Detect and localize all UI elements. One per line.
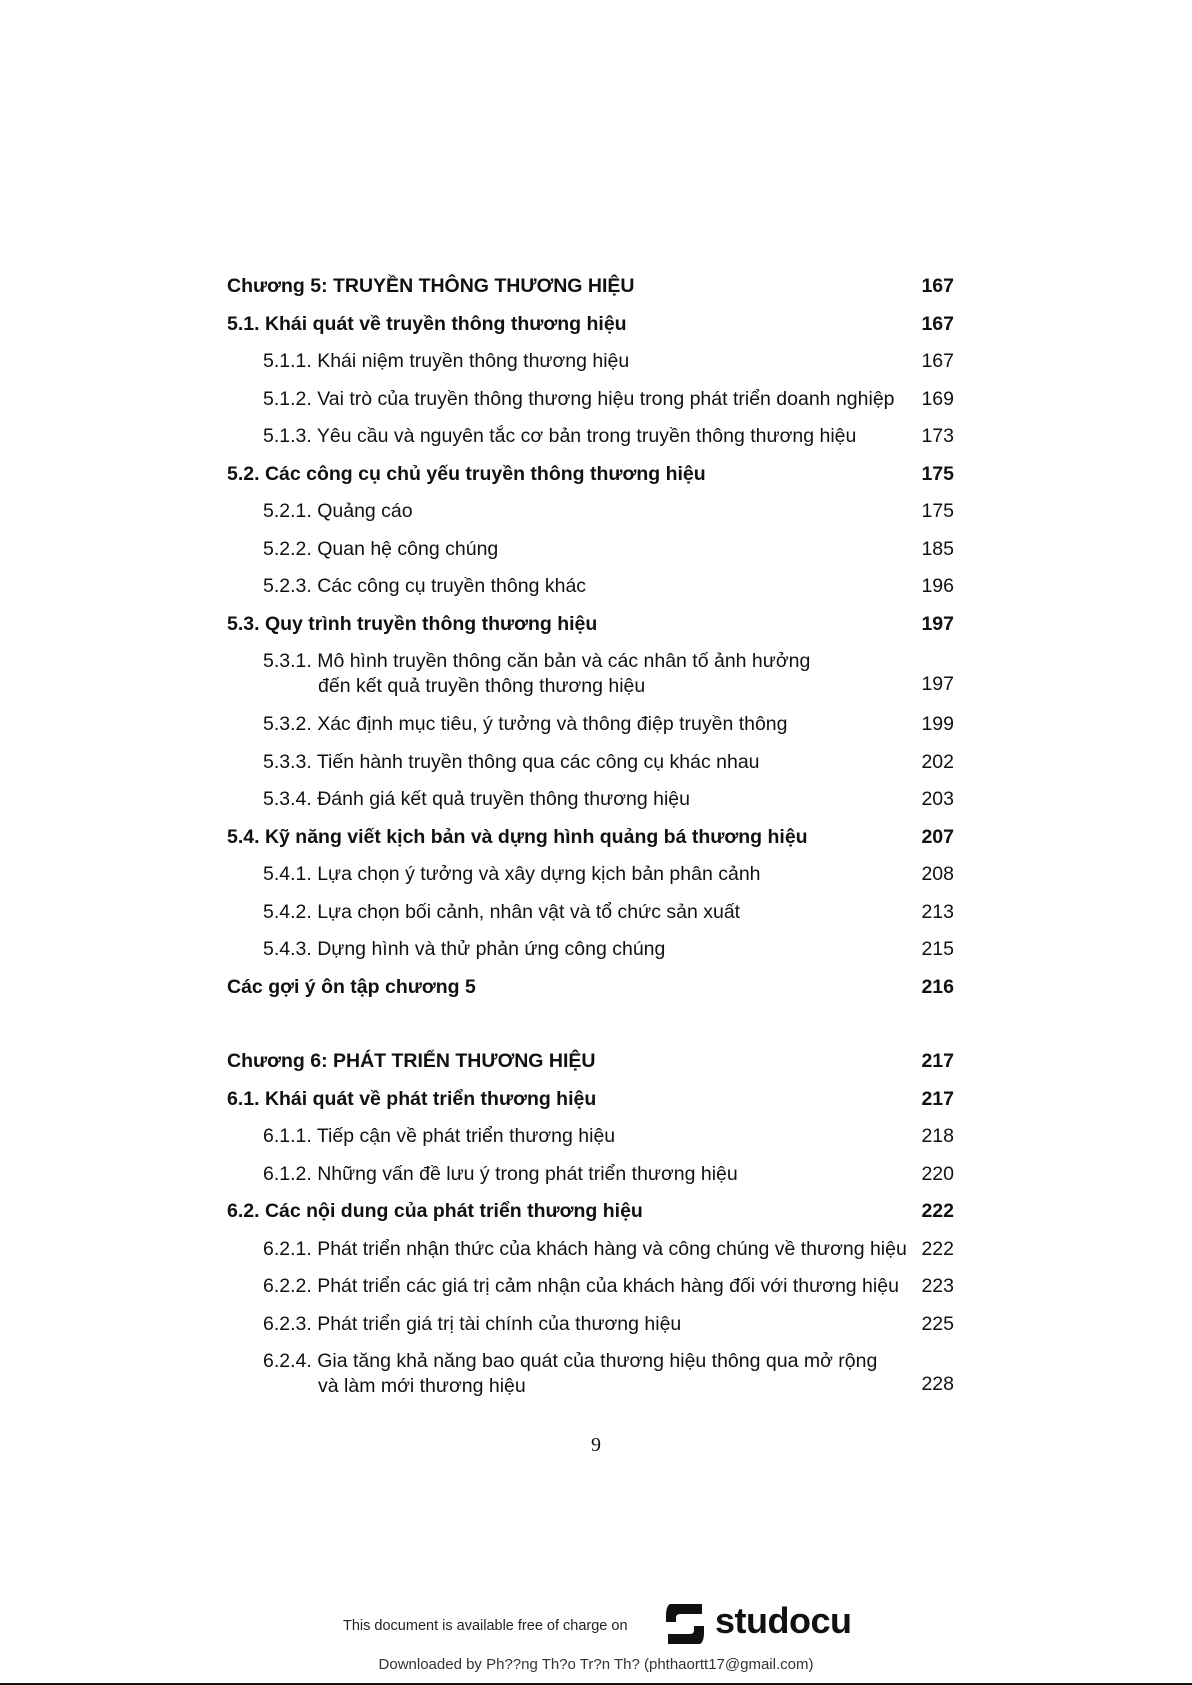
toc-entry-page: 197 xyxy=(921,673,954,695)
toc-entry-title: 5.1.1. Khái niệm truyền thông thương hiệu xyxy=(263,350,630,372)
toc-entry-page: 223 xyxy=(921,1275,954,1297)
table-of-contents xyxy=(227,268,954,1406)
toc-subsection-6-2-3 xyxy=(227,1306,954,1344)
toc-entry-title: Chương 5: TRUYỀN THÔNG THƯƠNG HIỆU xyxy=(227,275,635,297)
toc-entry-page: 203 xyxy=(921,788,954,810)
toc-entry-page: 220 xyxy=(921,1162,954,1185)
studocu-brand: studocu xyxy=(715,1600,852,1641)
toc-subsection-5-4-2 xyxy=(227,894,954,932)
toc-entry-title: 5.1.3. Yêu cầu và nguyên tắc cơ bản trong truyền thông thương hiệu xyxy=(263,425,857,447)
toc-entry-page: 218 xyxy=(921,1125,954,1147)
downloaded-by-text: Downloaded by Ph??ng Th?o Tr?n Th? (phthaortt17@gmail.com) xyxy=(378,1656,814,1673)
toc-entry-page: 196 xyxy=(921,575,954,597)
toc-entry-page: 197 xyxy=(921,612,954,635)
toc-subsection-5-2-2 xyxy=(227,531,954,569)
toc-chapter-5 xyxy=(227,268,954,306)
toc-entry-page: 173 xyxy=(921,425,954,447)
toc-entry-page: 167 xyxy=(921,312,954,335)
toc-entry-title: Các gợi ý ôn tập chương 5 xyxy=(227,975,476,998)
toc-subsection-5-3-4 xyxy=(227,781,954,819)
toc-entry-title xyxy=(263,649,810,699)
toc-entry-title xyxy=(263,1349,877,1399)
page-number: 9 xyxy=(591,1434,601,1456)
toc-entry-title: 6.2.1. Phát triển nhận thức của khách hàng và công chúng về thương hiệu xyxy=(263,1237,907,1260)
toc-entry-title: 5.4.2. Lựa chọn bối cảnh, nhân vật và tổ chức sản xuất xyxy=(263,900,741,923)
toc-section-6-2 xyxy=(227,1193,954,1231)
toc-entry-page: 213 xyxy=(921,900,954,923)
toc-subsection-5-1-2 xyxy=(227,381,954,419)
toc-entry-page: 167 xyxy=(921,275,954,297)
studocu-footer xyxy=(0,1598,1192,1685)
toc-entry-title: 5.4.3. Dựng hình và thử phản ứng công chúng xyxy=(263,938,666,960)
toc-entry-title: 5.4.1. Lựa chọn ý tưởng và xây dựng kịch bản phân cảnh xyxy=(263,863,761,885)
toc-entry-page: 225 xyxy=(921,1312,954,1335)
toc-entry-title: 5.3. Quy trình truyền thông thương hiệu xyxy=(227,612,598,635)
toc-spacer xyxy=(227,1006,954,1043)
toc-entry-page: 185 xyxy=(921,537,954,560)
toc-entry-page: 175 xyxy=(921,500,954,522)
studocu-logo-icon xyxy=(660,1600,710,1648)
toc-entry-title: 5.2. Các công cụ chủ yếu truyền thông thương hiệu xyxy=(227,462,706,485)
toc-section-6-1 xyxy=(227,1081,954,1119)
toc-entry-page: 222 xyxy=(921,1237,954,1260)
toc-review-chapter-5 xyxy=(227,969,954,1007)
toc-entry-title: 6.1.2. Những vấn đề lưu ý trong phát triển thương hiệu xyxy=(263,1162,738,1185)
toc-subsection-6-2-4 xyxy=(227,1343,954,1406)
toc-entry-title-line2: đến kết quả truyền thông thương hiệu xyxy=(318,675,646,697)
toc-subsection-5-4-3 xyxy=(227,931,954,969)
toc-subsection-6-2-2 xyxy=(227,1268,954,1306)
toc-entry-page: 202 xyxy=(921,750,954,773)
toc-subsection-5-3-1 xyxy=(227,643,954,706)
toc-section-5-3 xyxy=(227,606,954,644)
toc-entry-page: 207 xyxy=(921,825,954,848)
toc-entry-page: 215 xyxy=(921,938,954,960)
toc-entry-title: 6.2.3. Phát triển giá trị tài chính của thương hiệu xyxy=(263,1312,682,1335)
toc-entry-title: 5.3.3. Tiến hành truyền thông qua các công cụ khác nhau xyxy=(263,750,760,773)
toc-entry-title: 6.2.2. Phát triển các giá trị cảm nhận của khách hàng đối với thương hiệu xyxy=(263,1275,899,1297)
toc-entry-page: 216 xyxy=(921,975,954,998)
toc-entry-title: 5.2.1. Quảng cáo xyxy=(263,500,413,522)
toc-entry-title: 5.2.3. Các công cụ truyền thông khác xyxy=(263,575,587,597)
toc-subsection-6-1-2 xyxy=(227,1156,954,1194)
toc-subsection-5-3-2 xyxy=(227,706,954,744)
toc-entry-title: Chương 6: PHÁT TRIỂN THƯƠNG HIỆU xyxy=(227,1050,596,1072)
toc-entry-title-line2: và làm mới thương hiệu xyxy=(318,1375,526,1397)
toc-entry-page: 175 xyxy=(921,462,954,485)
toc-entry-title: 5.1.2. Vai trò của truyền thông thương hiệu trong phát triển doanh nghiệp xyxy=(263,387,895,410)
toc-entry-title: 6.1.1. Tiếp cận về phát triển thương hiệu xyxy=(263,1125,616,1147)
toc-entry-title: 6.2. Các nội dung của phát triển thương hiệu xyxy=(227,1200,643,1222)
toc-subsection-5-1-3 xyxy=(227,418,954,456)
toc-subsection-5-4-1 xyxy=(227,856,954,894)
toc-section-5-4 xyxy=(227,819,954,857)
toc-entry-page: 228 xyxy=(921,1373,954,1395)
toc-subsection-5-1-1 xyxy=(227,343,954,381)
toc-entry-title-line1: 6.2.4. Gia tăng khả năng bao quát của thương hiệu thông qua mở rộng xyxy=(263,1350,878,1372)
toc-subsection-5-3-3 xyxy=(227,744,954,782)
toc-entry-title: 6.1. Khái quát về phát triển thương hiệu xyxy=(227,1087,597,1110)
toc-entry-page: 217 xyxy=(921,1050,954,1072)
toc-subsection-6-2-1 xyxy=(227,1231,954,1269)
toc-entry-page: 222 xyxy=(921,1200,954,1222)
toc-subsection-5-2-3 xyxy=(227,568,954,606)
toc-section-5-2 xyxy=(227,456,954,494)
availability-text: This document is available free of charge on xyxy=(343,1618,628,1634)
toc-entry-title-line1: 5.3.1. Mô hình truyền thông căn bản và các nhân tố ảnh hưởng xyxy=(263,650,811,672)
toc-entry-page: 208 xyxy=(921,863,954,885)
toc-entry-page: 199 xyxy=(921,713,954,735)
toc-entry-title: 5.3.2. Xác định mục tiêu, ý tưởng và thông điệp truyền thông xyxy=(263,713,788,735)
toc-subsection-6-1-1 xyxy=(227,1118,954,1156)
toc-entry-title: 5.2.2. Quan hệ công chúng xyxy=(263,537,499,560)
toc-entry-title: 5.3.4. Đánh giá kết quả truyền thông thương hiệu xyxy=(263,788,690,810)
toc-subsection-5-2-1 xyxy=(227,493,954,531)
toc-entry-title: 5.1. Khái quát về truyền thông thương hiệu xyxy=(227,312,627,335)
toc-entry-page: 169 xyxy=(921,387,954,410)
toc-section-5-1 xyxy=(227,306,954,344)
toc-entry-page: 217 xyxy=(921,1087,954,1110)
toc-entry-page: 167 xyxy=(921,350,954,372)
toc-chapter-6 xyxy=(227,1043,954,1081)
toc-entry-title: 5.4. Kỹ năng viết kịch bản và dựng hình quảng bá thương hiệu xyxy=(227,825,808,848)
